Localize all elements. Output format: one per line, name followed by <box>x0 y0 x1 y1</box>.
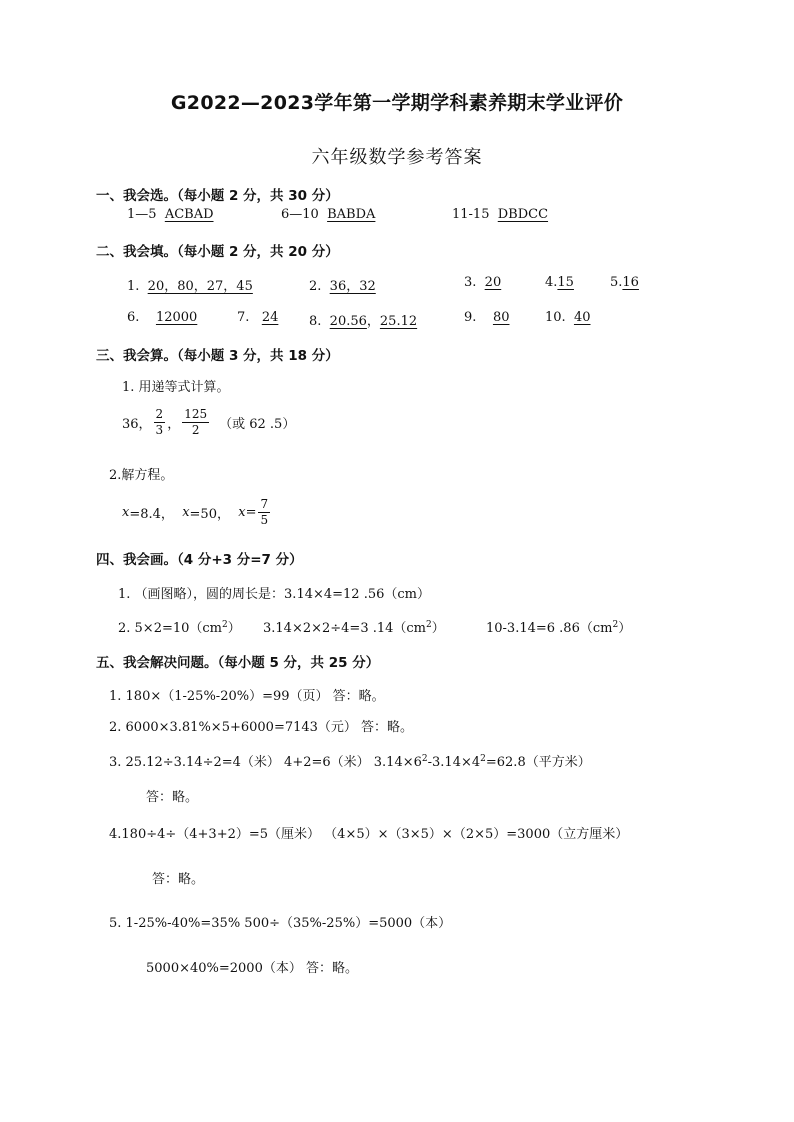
s1-item-3-answer: DBDCC <box>497 207 549 222</box>
s4-q2-part-2 <box>263 617 445 636</box>
s2-item-8-label: 8. <box>309 314 322 329</box>
s5-q3 <box>109 751 591 770</box>
fraction-denominator: 3 <box>155 422 164 437</box>
variable-x: x <box>122 504 130 520</box>
s2-item-2 <box>309 275 380 294</box>
s3-q2-solution-2: =50， <box>189 506 230 522</box>
s3-q1-alternative: （或 62 .5） <box>219 416 296 432</box>
fraction-denominator: 5 <box>260 512 269 527</box>
close-paren: ） <box>431 621 445 636</box>
s1-item-3 <box>452 207 548 222</box>
close-paren: ） <box>227 621 241 636</box>
s2-item-10-label: 10. <box>545 310 566 325</box>
s3-q2-answer <box>122 498 272 526</box>
s4-q1: 1. （画图略），圆的周长是：3.14×4=12 .56（cm） <box>118 587 430 602</box>
s5-q3-text-2: -3.14×4 <box>427 755 481 770</box>
superscript: 2 <box>421 754 428 764</box>
s1-item-3-label: 11-15 <box>452 207 490 222</box>
s2-item-10 <box>545 310 591 325</box>
s2-item-4 <box>545 275 574 290</box>
section-3-heading: 三、我会算。（每小题 3 分，共 18 分） <box>96 348 339 364</box>
section-2-heading: 二、我会填。（每小题 2 分，共 20 分） <box>96 244 339 260</box>
s2-item-1-answer: 20，80，27，45 <box>147 279 253 294</box>
s2-item-6-label: 6. <box>127 310 140 325</box>
section-1-heading: 一、我会选。（每小题 2 分，共 30 分） <box>96 188 339 204</box>
s5-q5: 5. 1-25%-40%=35% 500÷（35%-25%）=5000（本） <box>109 916 452 931</box>
s2-item-5 <box>610 275 639 290</box>
s3-q2-solution-3: = <box>245 504 257 520</box>
s2-item-7-label: 7. <box>237 310 250 325</box>
s5-q3-answer: 答：略。 <box>146 790 199 805</box>
s5-q3-text-1: 3. 25.12÷3.14÷2=4（米） 4+2=6（米） 3.14×6 <box>109 755 422 770</box>
page-subtitle: 六年级数学参考答案 <box>311 147 483 168</box>
s2-item-2-answer: 36，32 <box>329 279 376 294</box>
s2-item-7 <box>237 310 278 325</box>
s5-q4: 4.180÷4÷（4+3+2）=5（厘米） （4×5）×（3×5）×（2×5）=3000（立方厘米） <box>109 827 629 842</box>
s4-q2-part-1 <box>118 617 241 636</box>
s5-q3-text-3: =62.8（平方米） <box>485 755 591 770</box>
s5-q1: 1. 180×（1-25%-20%）=99（页） 答：略。 <box>109 689 385 704</box>
s2-item-4-answer: 15 <box>557 275 574 290</box>
s4-q2-part-1-text: 2. 5×2=10（cm <box>118 621 223 636</box>
s5-q4-answer: 答：略。 <box>152 872 205 887</box>
fraction-numerator: 7 <box>260 497 269 511</box>
s2-item-6 <box>127 310 197 325</box>
superscript: 2 <box>426 620 432 630</box>
s1-item-2-answer: BABDA <box>327 207 376 222</box>
s3-q2-prompt: 2.解方程。 <box>109 468 174 483</box>
s1-item-1 <box>127 207 214 222</box>
s1-item-2-label: 6—10 <box>281 207 319 222</box>
s2-item-7-answer: 24 <box>261 310 279 325</box>
s3-q1-value: 36， <box>122 416 152 432</box>
s1-item-2 <box>281 207 375 222</box>
s3-q1-answer <box>122 408 295 436</box>
fraction <box>154 408 166 436</box>
superscript: 2 <box>612 620 619 630</box>
s2-item-3 <box>464 275 501 290</box>
fraction-denominator: 2 <box>191 422 200 437</box>
s3-q1-prompt: 1. 用递等式计算。 <box>122 380 230 395</box>
separator: ， <box>167 416 181 432</box>
s2-item-1-label: 1. <box>127 279 140 294</box>
fraction <box>258 498 270 526</box>
s2-item-9-answer: 80 <box>492 310 510 325</box>
s2-item-10-answer: 40 <box>573 310 591 325</box>
s2-item-5-label: 5. <box>610 275 623 290</box>
s2-item-9 <box>464 310 509 325</box>
s2-item-8-answer-1: 20.56 <box>329 314 367 329</box>
s2-item-3-answer: 20 <box>484 275 502 290</box>
page-title: G2022—2023学年第一学期学科素养期末学业评价 <box>170 92 624 114</box>
s2-item-9-label: 9. <box>464 310 477 325</box>
s4-q2-part-2-text: 3.14×2×2÷4=3 .14（cm <box>263 621 427 636</box>
s2-item-1 <box>127 275 253 294</box>
s4-q2-part-3 <box>486 617 631 636</box>
s2-item-8-answer-2: 25.12 <box>379 314 418 329</box>
superscript: 2 <box>222 620 228 630</box>
variable-x: x <box>238 504 246 520</box>
variable-x: x <box>182 504 190 520</box>
fraction <box>182 408 209 436</box>
s1-item-1-label: 1—5 <box>127 207 157 222</box>
s2-item-4-label: 4. <box>545 275 558 290</box>
s2-item-2-label: 2. <box>309 279 322 294</box>
s2-item-6-answer: 12000 <box>155 310 198 325</box>
s5-q5-line-2: 5000×40%=2000（本） 答：略。 <box>146 961 358 976</box>
s2-item-8 <box>309 310 417 329</box>
s2-item-5-answer: 16 <box>622 275 639 290</box>
s4-q2-part-3-text: 10-3.14=6 .86（cm <box>486 621 613 636</box>
s2-item-8-separator: ， <box>366 314 380 329</box>
superscript: 2 <box>480 754 486 764</box>
s2-item-3-label: 3. <box>464 275 477 290</box>
close-paren: ） <box>618 621 632 636</box>
section-4-heading: 四、我会画。（4 分+3 分=7 分） <box>96 552 303 568</box>
s5-q2: 2. 6000×3.81%×5+6000=7143（元） 答：略。 <box>109 720 414 735</box>
s1-item-1-answer: ACBAD <box>164 207 214 222</box>
fraction-numerator: 125 <box>184 407 208 421</box>
fraction-numerator: 2 <box>155 407 164 421</box>
section-5-heading: 五、我会解决问题。（每小题 5 分，共 25 分） <box>96 655 380 671</box>
s3-q2-solution-1: =8.4， <box>129 506 174 522</box>
